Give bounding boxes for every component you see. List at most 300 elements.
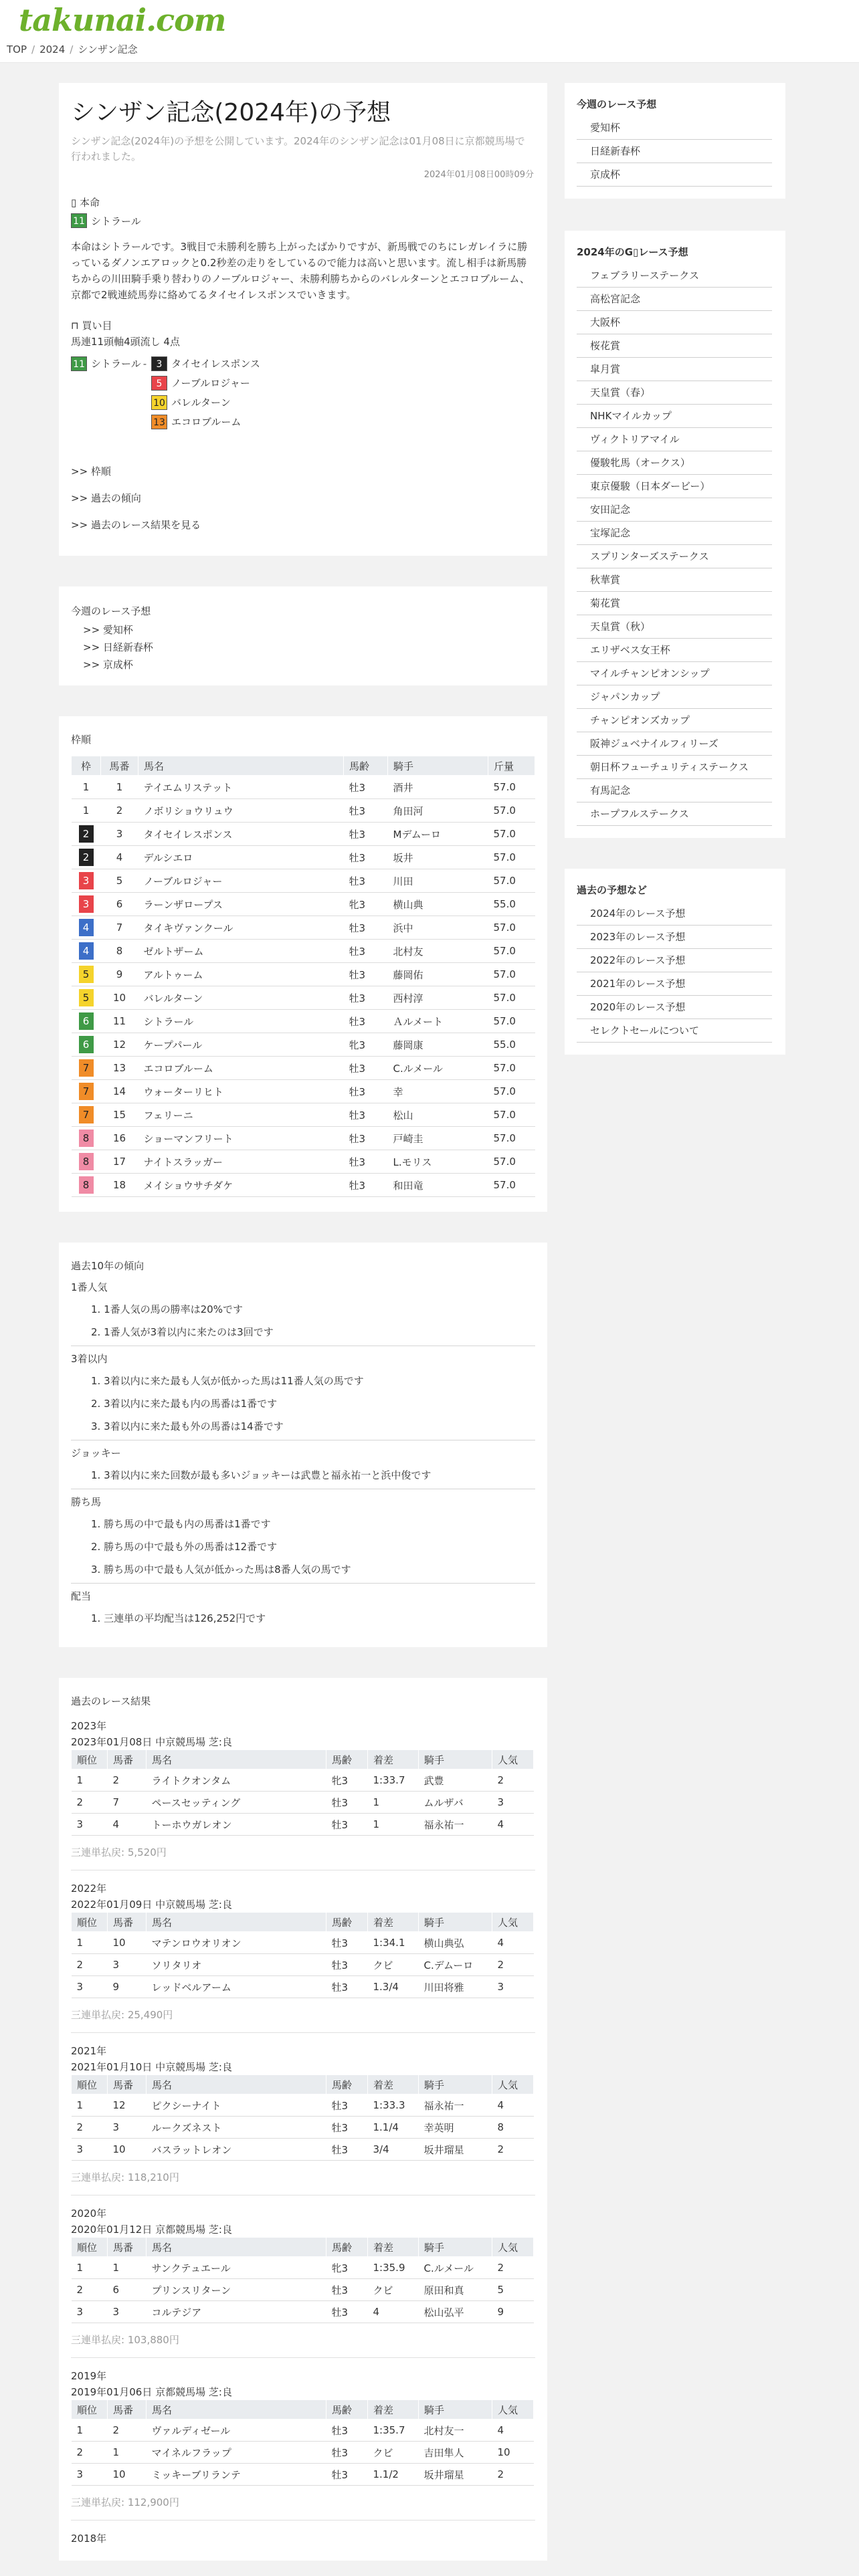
result-cell: 川田将雅 [419,1976,492,1998]
trend-item: 3. 勝ち馬の中で最も人気が低かった馬は8番人気の馬です [91,1564,351,1576]
partner-number-badge: 13 [151,415,167,429]
wakujun-name[interactable]: ショーマンフリート [138,1127,344,1150]
result-payout: 三連単払戻: 5,520円 [71,1846,167,1858]
sidebar-link[interactable]: 秋華賞 [577,568,772,592]
result-cell: 2 [492,2139,534,2161]
result-row [72,1932,534,1954]
weekly-race-link[interactable]: >> 愛知杯 [83,624,133,636]
waku-cell [72,916,101,940]
wakujun-age: 牡3 [344,869,388,893]
partner-name: バレルターン [171,397,231,409]
result-row [72,1769,534,1792]
wakujun-row [72,1103,535,1127]
wakujun-weight: 57.0 [488,1127,535,1150]
result-header: 馬番 [108,2400,147,2420]
result-race-info: 2021年01月10日 中京競馬場 芝:良 [71,2061,232,2073]
wakujun-header: 馬名 [138,756,344,776]
result-header: 順位 [72,2400,108,2420]
wakujun-umaban: 17 [101,1150,138,1174]
sidebar-link[interactable]: 朝日杯フューチュリティステークス [577,756,772,779]
partner-number-badge: 5 [151,376,167,391]
wakujun-name[interactable]: デルシエロ [138,846,344,869]
wakujun-umaban: 4 [101,846,138,869]
waku-badge: 8 [79,1153,94,1170]
wakujun-name[interactable]: ナイトスラッガー [138,1150,344,1174]
wakujun-row [72,846,535,869]
wakujun-age: 牡3 [344,1174,388,1197]
result-cell: 2 [72,2442,108,2464]
wakujun-age: 牝3 [344,1033,388,1057]
wakujun-name[interactable]: ケープパール [138,1033,344,1057]
wakujun-jockey: 酒井 [388,776,488,799]
page-title: シンザン記念(2024年)の予想 [71,99,391,126]
result-row [72,2420,534,2442]
result-cell: 10 [492,2442,534,2464]
wakujun-header: 馬齢 [344,756,388,776]
waku-cell [72,799,101,823]
result-cell: 1 [72,2257,108,2279]
wakujun-name[interactable]: ノボリショウリュウ [138,799,344,823]
sidebar-link[interactable]: エリザベス女王杯 [577,639,772,662]
sidebar-link[interactable]: 菊花賞 [577,592,772,615]
trend-category: 1番人気 [71,1281,108,1293]
result-header: 順位 [72,2075,108,2095]
waku-badge: 6 [79,1012,94,1030]
result-cell[interactable]: コルテジア [147,2301,326,2323]
sidebar-link[interactable]: ホープフルステークス [577,802,772,826]
result-cell: 3 [72,1814,108,1836]
result-cell[interactable]: ヴァルディゼール [147,2420,326,2442]
result-cell: 牡3 [326,2420,368,2442]
result-table [71,1912,534,1998]
result-cell: 1 [368,1792,419,1814]
result-cell: 1.3/4 [368,1976,419,1998]
result-cell: 牡3 [326,2464,368,2486]
wakujun-umaban: 14 [101,1080,138,1103]
waku-cell [72,776,101,799]
wakujun-weight: 57.0 [488,846,535,869]
waku-cell [72,963,101,986]
wakujun-row [72,1150,535,1174]
waku-badge: 5 [79,966,94,983]
trend-item: 2. 勝ち馬の中で最も外の馬番は12番です [91,1541,278,1553]
result-cell: 北村友一 [419,2420,492,2442]
wakujun-umaban: 11 [101,1010,138,1033]
waku-badge: 1 [79,778,94,796]
wakujun-weight: 57.0 [488,963,535,986]
wakujun-row [72,1033,535,1057]
wakujun-age: 牡3 [344,1010,388,1033]
waku-badge: 3 [79,872,94,889]
result-header: 順位 [72,1750,108,1769]
wakujun-weight: 57.0 [488,776,535,799]
result-cell: 牡3 [326,2279,368,2301]
breadcrumb-current: シンザン記念 [78,43,138,56]
result-cell: 7 [108,1792,147,1814]
result-cell[interactable]: サンクテュエール [147,2257,326,2279]
result-table [71,1749,534,1836]
result-cell[interactable]: トーホウガレオン [147,1814,326,1836]
wakujun-name[interactable]: エコロブルーム [138,1057,344,1080]
waku-badge: 1 [79,802,94,819]
result-cell: 牡3 [326,1976,368,1998]
breadcrumb-year[interactable]: 2024 [39,43,66,56]
waku-cell [72,1150,101,1174]
honmei-horse [71,212,534,229]
wakujun-row [72,893,535,916]
result-cell[interactable]: ミッキーブリランテ [147,2464,326,2486]
weekly-race-link[interactable]: >> 日経新春杯 [83,641,153,653]
link-results[interactable]: >> 過去のレース結果を見る [71,519,201,531]
result-cell: 4 [492,1932,534,1954]
waku-cell [72,986,101,1010]
result-cell: 横山典弘 [419,1932,492,1954]
site-logo[interactable]: takunai.com [19,2,226,38]
wakujun-weight: 57.0 [488,940,535,963]
result-cell[interactable]: マイネルフラップ [147,2442,326,2464]
wakujun-jockey: 北村友 [388,940,488,963]
result-row [72,1976,534,1998]
result-cell: 2 [492,1954,534,1976]
result-cell[interactable]: レッドベルアーム [147,1976,326,1998]
result-cell: 9 [492,2301,534,2323]
result-header: 騎手 [419,1750,492,1769]
wakujun-row [72,986,535,1010]
waku-badge: 4 [79,942,94,960]
result-cell: 2 [492,1769,534,1792]
waku-badge: 2 [79,849,94,866]
wakujun-name[interactable]: テイエムリステット [138,776,344,799]
sidebar-link[interactable]: 2024年のレース予想 [577,902,772,926]
partner-name: エコロブルーム [171,416,242,428]
link-trends[interactable]: >> 過去の傾向 [71,492,141,504]
kaime-row [71,412,534,431]
result-row [72,2442,534,2464]
wakujun-umaban: 16 [101,1127,138,1150]
result-year: 2021年 [71,2045,107,2057]
wakujun-row [72,1127,535,1150]
wakujun-row [72,940,535,963]
sidebar-link[interactable]: チャンピオンズカップ [577,709,772,732]
kaime-label: ⊓ 買い目 [71,320,112,332]
divider [71,1583,535,1584]
sidebar-link[interactable]: 高松宮記念 [577,288,772,311]
wakujun-name[interactable]: タイセイレスポンス [138,823,344,846]
result-cell: 1 [108,2442,147,2464]
wakujun-name[interactable]: シトラール [138,1010,344,1033]
result-race-info: 2023年01月08日 中京競馬場 芝:良 [71,1736,232,1748]
wakujun-age: 牡3 [344,823,388,846]
wakujun-jockey: 藤岡康 [388,1033,488,1057]
waku-cell [72,1103,101,1127]
article-lead: シンザン記念(2024年)の予想を公開しています。2024年のシンザン記念は01月08日に京都競馬場で行われました。 [71,135,525,163]
result-cell: クビ [368,1954,419,1976]
result-cell: 2 [72,2117,108,2139]
result-cell[interactable]: バスラットレオン [147,2139,326,2161]
sidebar-link[interactable]: 東京優駿（日本ダービー） [577,475,772,498]
result-header: 馬齢 [326,2075,368,2095]
waku-cell [72,1174,101,1197]
sidebar-link[interactable]: 2021年のレース予想 [577,972,772,996]
wakujun-age: 牡3 [344,916,388,940]
result-cell: 1 [72,1769,108,1792]
result-row [72,2139,534,2161]
result-cell: 12 [108,2095,147,2117]
prediction-text: 本命はシトラールです。3戦目で未勝利を勝ち上がったばかりですが、新馬戦でのちにレガレイラに勝っているダノンエアロックと0.2秒差の走りをしているので能力は高いと思います。流し相手は新馬勝ちからの川田騎手乗り替わりのノーブルロジャー、未勝利勝ちからのバレルターンとエコロブルーム、京都で2戦連続馬券に絡めてるタイセイレスポンスでいきます。 [71,241,530,301]
result-cell: 牡3 [326,2095,368,2117]
wakujun-umaban: 15 [101,1103,138,1127]
result-cell: 1:35.9 [368,2257,419,2279]
result-cell: 10 [108,1932,147,1954]
result-table [71,2237,534,2323]
result-payout: 三連単払戻: 25,490円 [71,2009,173,2021]
result-cell: 牝3 [326,2257,368,2279]
waku-cell [72,1033,101,1057]
trend-item: 1. 三連単の平均配当は126,252円です [91,1612,266,1624]
result-cell: 8 [492,2117,534,2139]
result-header: 馬齢 [326,2400,368,2420]
trend-item: 2. 3着以内に来た最も内の馬番は1番です [91,1398,278,1410]
result-year: 2022年 [71,1883,107,1895]
wakujun-name[interactable]: タイキヴァンクール [138,916,344,940]
sidebar-link[interactable]: 京成杯 [577,163,772,187]
sidebar-link[interactable]: 有馬記念 [577,779,772,802]
result-cell: 福永祐一 [419,1814,492,1836]
trend-item: 2. 1番人気が3着以内に来たのは3回です [91,1326,274,1338]
wakujun-umaban: 2 [101,799,138,823]
sidebar-link[interactable]: セレクトセールについて [577,1019,772,1043]
wakujun-header: 馬番 [101,756,138,776]
result-cell: クビ [368,2442,419,2464]
result-cell: 1 [72,1932,108,1954]
result-cell: クビ [368,2279,419,2301]
result-cell: 牝3 [326,1769,368,1792]
sidebar-link[interactable]: マイルチャンピオンシップ [577,662,772,685]
result-header: 着差 [368,2075,419,2095]
site-header [0,0,859,40]
kaime-row [71,393,534,412]
wakujun-name[interactable]: ノーブルロジャー [138,869,344,893]
sidebar-link[interactable]: 愛知杯 [577,116,772,140]
waku-badge: 7 [79,1059,94,1077]
wakujun-row [72,823,535,846]
result-cell: 3 [492,1976,534,1998]
result-header: 着差 [368,2238,419,2257]
partner-name: タイセイレスポンス [171,358,260,370]
wakujun-umaban: 5 [101,869,138,893]
trend-item: 3. 3着以内に来た最も外の馬番は14番です [91,1420,284,1432]
result-cell: 牡3 [326,1792,368,1814]
sidebar-link[interactable]: 優駿牝馬（オークス） [577,451,772,475]
partner-number-badge: 3 [151,356,167,371]
trends-title: 過去10年の傾向 [71,1260,145,1272]
sidebar-link[interactable]: 桜花賞 [577,334,772,358]
result-cell: 原田和真 [419,2279,492,2301]
honmei-name: シトラール [91,215,141,227]
result-header: 順位 [72,1913,108,1932]
waku-badge: 6 [79,1036,94,1053]
wakujun-row [72,776,535,799]
result-cell: 幸英明 [419,2117,492,2139]
sidebar-link[interactable]: 大阪杯 [577,311,772,334]
main-column [59,83,547,2576]
sidebar-link[interactable]: ジャパンカップ [577,685,772,709]
breadcrumb-top[interactable]: TOP [7,43,27,56]
wakujun-umaban: 7 [101,916,138,940]
partner-name: ノーブルロジャー [171,377,250,389]
wakujun-row [72,1010,535,1033]
result-cell: 3 [72,2139,108,2161]
result-race-info: 2020年01月12日 京都競馬場 芝:良 [71,2224,232,2236]
sidebar-link[interactable]: 2022年のレース予想 [577,949,772,972]
wakujun-header: 枠 [72,756,101,776]
result-row [72,2095,534,2117]
wakujun-weight: 57.0 [488,1080,535,1103]
waku-badge: 8 [79,1176,94,1194]
result-header: 順位 [72,2238,108,2257]
sidebar-link[interactable]: 2023年のレース予想 [577,926,772,949]
wakujun-weight: 55.0 [488,893,535,916]
result-cell: 武豊 [419,1769,492,1792]
result-cell: 1 [72,2095,108,2117]
wakujun-age: 牡3 [344,846,388,869]
result-header: 馬名 [147,1750,326,1769]
trend-category: 3着以内 [71,1353,108,1365]
wakujun-age: 牡3 [344,1150,388,1174]
result-cell: 2 [492,2464,534,2486]
result-header: 馬名 [147,1913,326,1932]
wakujun-name[interactable]: ゼルトザーム [138,940,344,963]
result-cell: 2 [72,1792,108,1814]
sidebar-link[interactable]: 天皇賞（秋） [577,615,772,639]
result-cell[interactable]: ソリタリオ [147,1954,326,1976]
result-cell: 2 [72,1954,108,1976]
wakujun-name[interactable]: フェリーニ [138,1103,344,1127]
wakujun-age: 牡3 [344,986,388,1010]
wakujun-name[interactable]: ラーンザロープス [138,893,344,916]
result-cell: C.ルメール [419,2257,492,2279]
wakujun-weight: 57.0 [488,916,535,940]
sidebar-link[interactable]: NHKマイルカップ [577,405,772,428]
result-row [72,1954,534,1976]
waku-badge: 2 [79,825,94,843]
sidebar-link[interactable]: 宝塚記念 [577,522,772,545]
result-cell[interactable]: ピクシーナイト [147,2095,326,2117]
link-wakujun[interactable]: >> 枠順 [71,465,111,477]
result-header: 人気 [492,2075,534,2095]
kaime-list [71,354,534,431]
sidebar-link[interactable]: ヴィクトリアマイル [577,428,772,451]
result-cell[interactable]: ルークズネスト [147,2117,326,2139]
result-cell: 4 [108,1814,147,1836]
trend-category: 勝ち馬 [71,1496,102,1508]
sidebar-link[interactable]: 2020年のレース予想 [577,996,772,1019]
result-cell[interactable]: ライトクオンタム [147,1769,326,1792]
divider [71,2032,535,2033]
result-row [72,1814,534,1836]
wakujun-name[interactable]: アルトゥーム [138,963,344,986]
result-cell: 牡3 [326,2301,368,2323]
result-cell: 1.1/4 [368,2117,419,2139]
result-payout: 三連単払戻: 112,900円 [71,2496,179,2508]
kaime-row: 11 シトラール - 3 タイセイレスポンス [71,354,534,373]
wakujun-weight: 57.0 [488,1174,535,1197]
result-cell: 牡3 [326,2442,368,2464]
wakujun-name[interactable]: バレルターン [138,986,344,1010]
wakujun-jockey: 角田河 [388,799,488,823]
result-header: 馬番 [108,1913,147,1932]
sidebar-link[interactable]: 天皇賞（春） [577,381,772,405]
result-cell: 牡3 [326,1814,368,1836]
wakujun-age: 牡3 [344,963,388,986]
result-cell: 3 [72,2301,108,2323]
result-cell: 2 [108,2420,147,2442]
weekly-races-title: 今週のレース予想 [71,605,151,617]
result-cell: 牡3 [326,1932,368,1954]
result-cell[interactable]: プリンスリターン [147,2279,326,2301]
sidebar-link[interactable]: 日経新春杯 [577,140,772,163]
result-cell: 3 [108,2301,147,2323]
result-cell: 2 [72,2279,108,2301]
result-row [72,2117,534,2139]
sidebar-link[interactable]: フェブラリーステークス [577,264,772,288]
result-year: 2023年 [71,1720,107,1732]
sidebar-link[interactable]: 阪神ジュベナイルフィリーズ [577,732,772,756]
wakujun-name[interactable]: ウォーターリヒト [138,1080,344,1103]
waku-badge: 3 [79,895,94,913]
result-cell: 1.1/2 [368,2464,419,2486]
waku-cell [72,893,101,916]
result-cell: 1:34.1 [368,1932,419,1954]
wakujun-jockey: 藤岡佑 [388,963,488,986]
result-table [71,2074,534,2161]
result-year: 2018年 [71,2533,107,2545]
trend-item: 1. 勝ち馬の中で最も内の馬番は1番です [91,1518,271,1530]
axis-name: シトラール [91,358,141,370]
kaime-description: 馬連11頭軸4頭流し 4点 [71,336,180,348]
wakujun-row [72,1174,535,1197]
sidebar-link[interactable]: スプリンターズステークス [577,545,772,568]
result-cell: 4 [492,2095,534,2117]
result-cell: 3 [72,1976,108,1998]
wakujun-jockey: 川田 [388,869,488,893]
sidebar-link[interactable]: 皐月賞 [577,358,772,381]
result-header: 馬名 [147,2400,326,2420]
wakujun-name[interactable]: メイショウサチダケ [138,1174,344,1197]
result-cell: 3 [108,1954,147,1976]
result-header: 人気 [492,1913,534,1932]
result-cell: 3 [108,2117,147,2139]
result-cell[interactable]: ペースセッティング [147,1792,326,1814]
waku-badge: 7 [79,1083,94,1100]
weekly-race-link[interactable]: >> 京成杯 [83,659,133,671]
wakujun-jockey: L.モリス [388,1150,488,1174]
result-cell: 牡3 [326,2117,368,2139]
result-header: 騎手 [419,2075,492,2095]
sidebar [565,83,785,1085]
sidebar-weekly-title: 今週のレース予想 [577,98,657,110]
result-cell: 1:33.7 [368,1769,419,1792]
result-cell[interactable]: マテンロウオリオン [147,1932,326,1954]
wakujun-row [72,963,535,986]
wakujun-header: 騎手 [388,756,488,776]
trend-item: 1. 3着以内に来た回数が最も多いジョッキーは武豊と福永祐一と浜中俊です [91,1469,432,1481]
wakujun-jockey: 横山典 [388,893,488,916]
waku-badge: 7 [79,1106,94,1123]
wakujun-row [72,916,535,940]
sidebar-link[interactable]: 安田記念 [577,498,772,522]
result-header: 人気 [492,1750,534,1769]
